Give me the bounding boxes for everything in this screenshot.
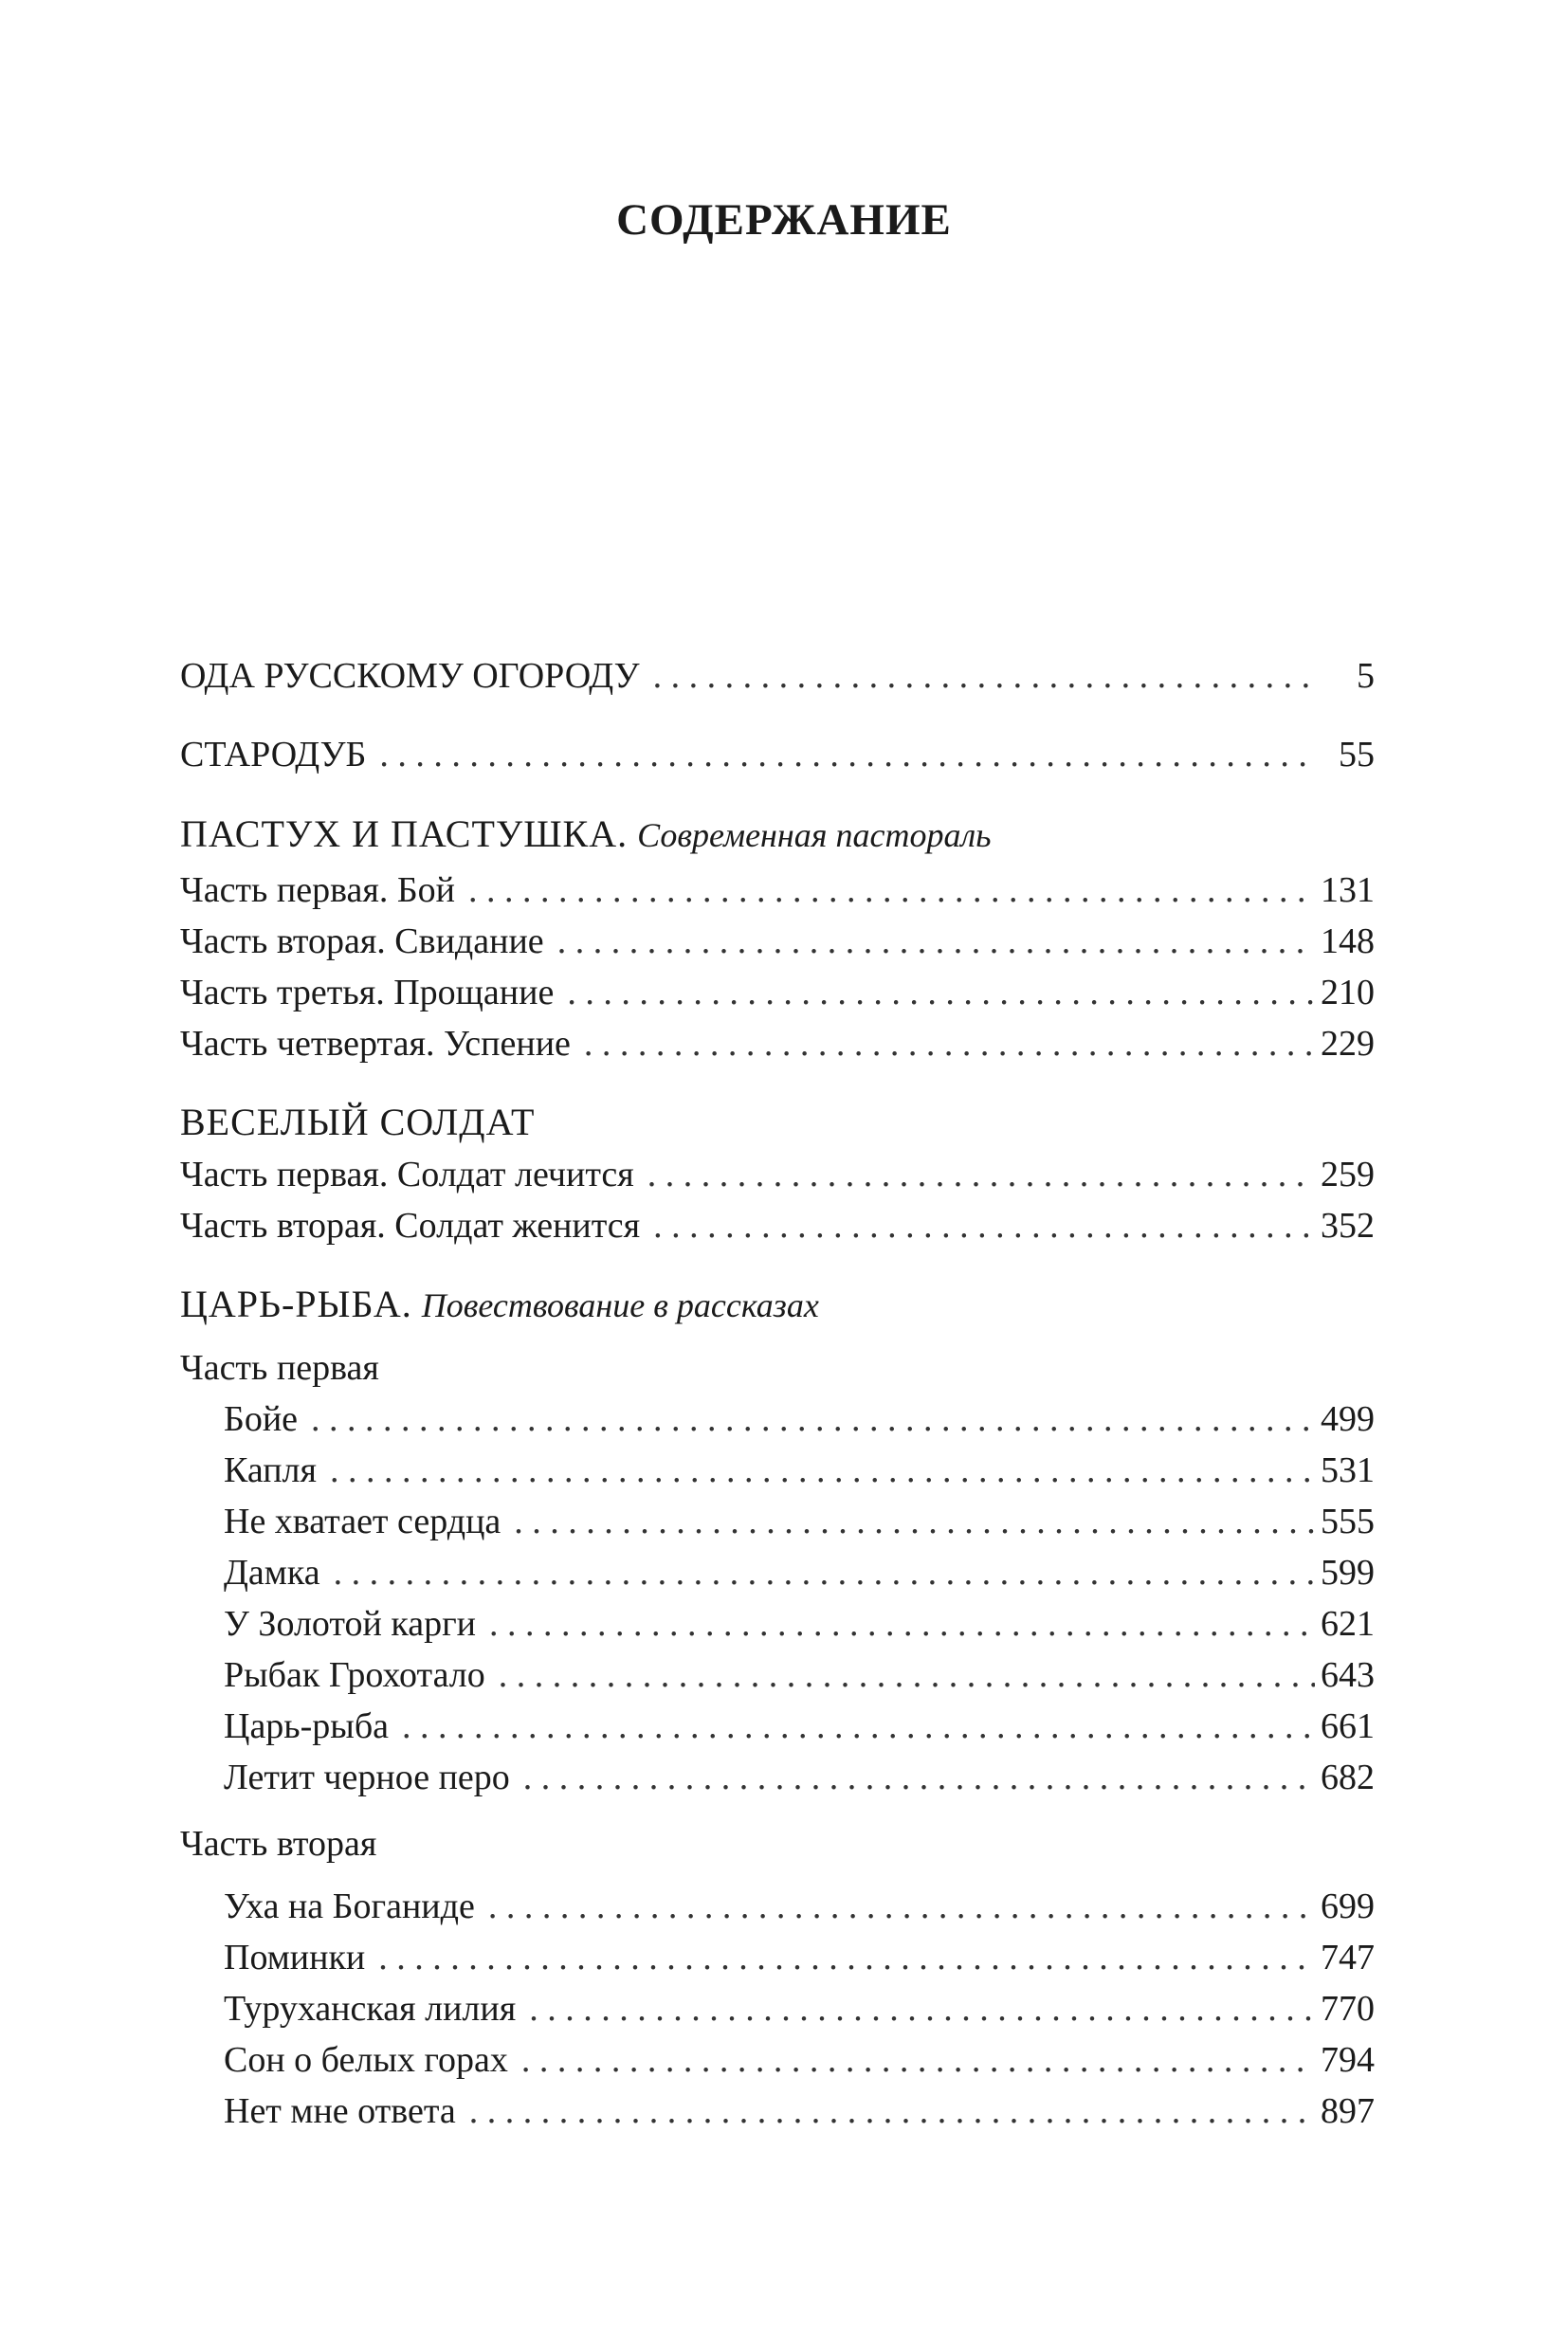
toc-entry-title: Часть вторая. Свидание — [180, 921, 544, 961]
section-heading-title: ПАСТУХ И ПАСТУШКА. — [180, 812, 629, 855]
toc-entry-page: 131 — [1321, 870, 1375, 910]
toc-entry[interactable] — [224, 1606, 1375, 1642]
toc-entry-title: Дамка — [224, 1553, 320, 1593]
toc-entry[interactable] — [180, 1157, 1375, 1193]
toc-entry-title: Летит черное перо — [224, 1758, 510, 1797]
toc-entry-page: 770 — [1321, 1989, 1375, 2029]
toc-entry[interactable] — [224, 1888, 1375, 1924]
toc-entry-page: 699 — [1321, 1886, 1375, 1926]
toc-leader-dots — [499, 1657, 1315, 1693]
toc-leader-dots — [653, 1208, 1315, 1244]
toc-entry-page: 794 — [1321, 2040, 1375, 2080]
toc-entry-title: Не хватает сердца — [224, 1502, 501, 1541]
toc-entry[interactable] — [224, 2042, 1375, 2078]
section-heading-subtitle: Современная пастораль — [637, 816, 992, 854]
toc-entry[interactable] — [180, 658, 1375, 694]
toc-entry-page: 55 — [1339, 735, 1375, 775]
section-heading-soldat — [180, 1103, 535, 1141]
part-label: Часть вторая — [180, 1824, 377, 1864]
toc-entry-title: У Золотой карги — [224, 1604, 477, 1644]
toc-entry-page: 148 — [1321, 921, 1375, 961]
toc-entry-title: Капля — [224, 1450, 317, 1490]
toc-entry-page: 499 — [1321, 1399, 1375, 1439]
toc-entry[interactable] — [224, 1991, 1375, 2027]
toc-entry[interactable] — [224, 1759, 1375, 1795]
toc-entry[interactable] — [180, 872, 1375, 908]
toc-entry-page: 682 — [1321, 1758, 1375, 1797]
section-heading-subtitle: Повествование в рассказах — [421, 1286, 819, 1324]
toc-entry-page: 259 — [1321, 1155, 1375, 1194]
toc-entry[interactable] — [224, 1452, 1375, 1488]
section-heading-title: ВЕСЕЛЫЙ СОЛДАТ — [180, 1101, 536, 1143]
toc-entry[interactable] — [180, 975, 1375, 1011]
toc-entry[interactable] — [180, 1026, 1375, 1062]
toc-entry-title: Рыбак Грохотало — [224, 1655, 485, 1695]
toc-leader-dots — [523, 1759, 1315, 1795]
toc-leader-dots — [647, 1157, 1315, 1193]
toc-entry-page: 229 — [1321, 1024, 1375, 1064]
toc-leader-dots — [402, 1708, 1315, 1744]
toc-entry[interactable] — [180, 923, 1375, 959]
toc-entry-title: Часть первая. Бой — [180, 870, 456, 910]
toc-entry[interactable] — [224, 1555, 1375, 1591]
part-label: Часть первая — [180, 1348, 379, 1388]
toc-leader-dots — [468, 872, 1315, 908]
toc-entry[interactable] — [180, 1208, 1375, 1244]
toc-leader-dots — [469, 2093, 1315, 2129]
toc-entry-page: 5 — [1357, 656, 1375, 696]
section-heading-pastukh — [180, 812, 992, 855]
toc-entry-page: 599 — [1321, 1553, 1375, 1593]
toc-entry-page: 747 — [1321, 1938, 1375, 1977]
toc-entry-title: Часть вторая. Солдат женится — [180, 1206, 641, 1246]
toc-entry-title: Царь-рыба — [224, 1706, 390, 1746]
toc-entry[interactable] — [224, 1657, 1375, 1693]
toc-leader-dots — [378, 1940, 1315, 1976]
toc-leader-dots — [334, 1555, 1315, 1591]
toc-entry[interactable] — [224, 1940, 1375, 1976]
toc-entry-page: 210 — [1321, 973, 1375, 1012]
toc-entry-title: ОДА РУССКОМУ ОГОРОДУ — [180, 656, 640, 696]
toc-entry-page: 661 — [1321, 1706, 1375, 1746]
toc-leader-dots — [529, 1991, 1315, 2027]
toc-entry-title: Часть первая. Солдат лечится — [180, 1155, 634, 1194]
toc-leader-dots — [379, 737, 1312, 773]
toc-leader-dots — [311, 1401, 1315, 1437]
toc-leader-dots — [488, 1888, 1315, 1924]
toc-entry-title: Уха на Боганиде — [224, 1886, 475, 1926]
toc-entry-title: Туруханская лилия — [224, 1989, 517, 2029]
toc-entry-title: Часть четвертая. Успение — [180, 1024, 571, 1064]
section-heading-tsar-ryba — [180, 1285, 819, 1323]
toc-entry-page: 555 — [1321, 1502, 1375, 1541]
toc-entry[interactable] — [224, 1401, 1375, 1437]
toc-leader-dots — [584, 1026, 1315, 1062]
toc-leader-dots — [653, 658, 1312, 694]
toc-entry-page: 621 — [1321, 1604, 1375, 1644]
toc-entry[interactable] — [224, 1504, 1375, 1540]
toc-leader-dots — [557, 923, 1315, 959]
toc-entry-title: Бойе — [224, 1399, 299, 1439]
section-heading-title: ЦАРЬ-РЫБА. — [180, 1283, 412, 1325]
toc-entry-title: Сон о белых горах — [224, 2040, 508, 2080]
toc-entry[interactable] — [224, 2093, 1375, 2129]
toc-entry-title: Нет мне ответа — [224, 2091, 456, 2131]
toc-entry-page: 531 — [1321, 1450, 1375, 1490]
toc-leader-dots — [330, 1452, 1315, 1488]
toc-entry[interactable] — [224, 1708, 1375, 1744]
toc-entry-page: 352 — [1321, 1206, 1375, 1246]
toc-entry-page: 897 — [1321, 2091, 1375, 2131]
toc-entry-title: Поминки — [224, 1938, 366, 1977]
toc-leader-dots — [514, 1504, 1315, 1540]
toc-entry-title: СТАРОДУБ — [180, 735, 367, 775]
toc-leader-dots — [567, 975, 1315, 1011]
toc-leader-dots — [521, 2042, 1315, 2078]
toc-entry-page: 643 — [1321, 1655, 1375, 1695]
page-title: СОДЕРЖАНИЕ — [616, 195, 952, 245]
toc-leader-dots — [489, 1606, 1315, 1642]
toc-entry-title: Часть третья. Прощание — [180, 973, 555, 1012]
toc-entry[interactable] — [180, 737, 1375, 773]
